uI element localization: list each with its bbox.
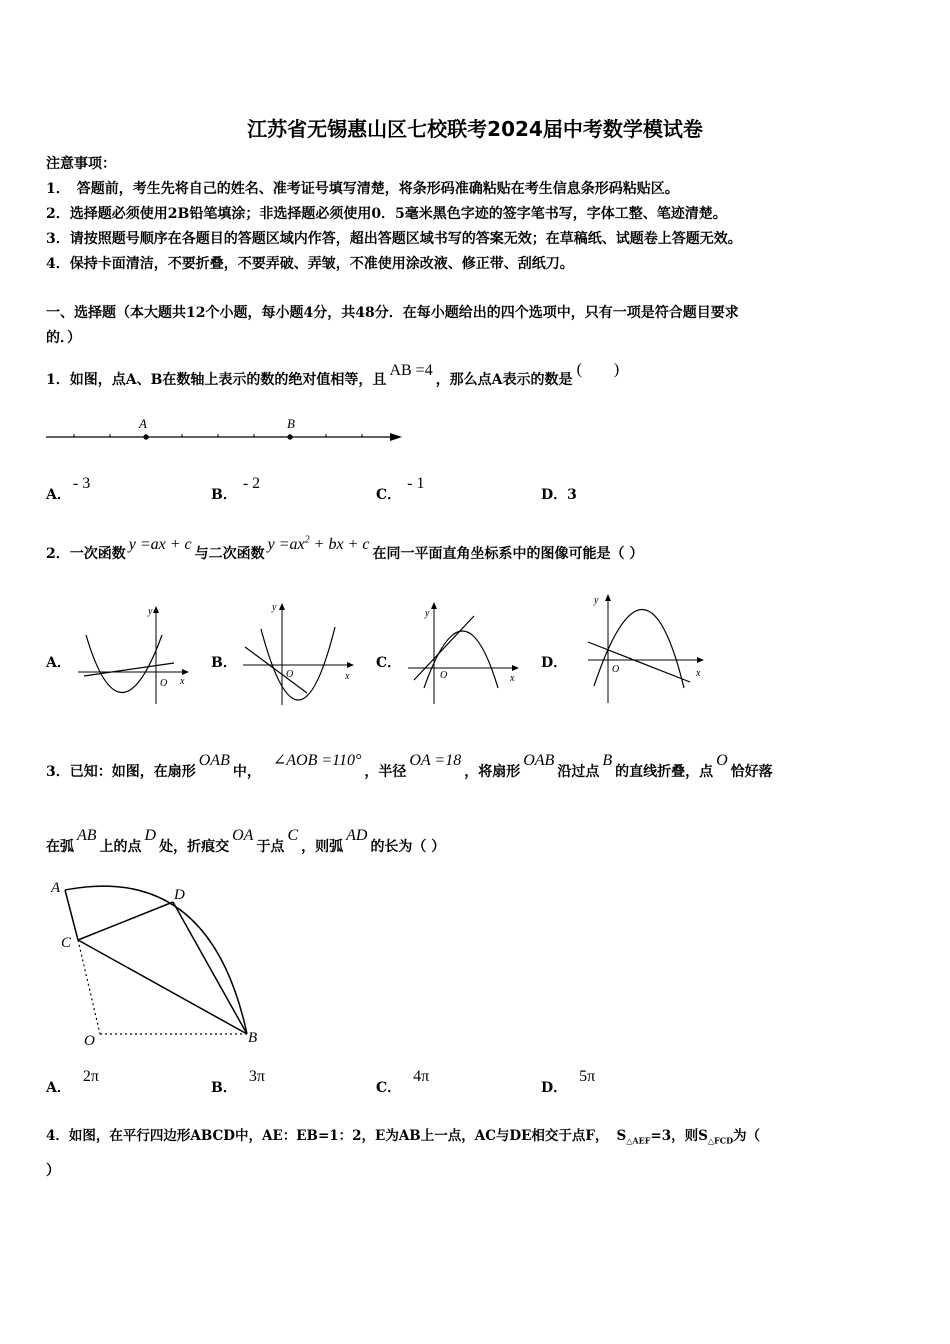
point-b xyxy=(287,434,292,439)
svg-text:O: O xyxy=(286,669,294,680)
q3-option-c: C．4π xyxy=(376,1068,430,1096)
parabola xyxy=(424,631,498,688)
segment-co xyxy=(78,940,100,1034)
svg-text:y: y xyxy=(272,602,277,613)
page-title: 江苏省无锡惠山区七校联考2024届中考数学模试卷 xyxy=(247,117,703,141)
q3-option-d: D．5π xyxy=(541,1068,596,1096)
q3-text-line1: 3．已知：如图，在扇形OAB中，∠AOB =110°，半径OA =18，将扇形OAB沿过点B的直线折叠，点O恰好落 xyxy=(46,752,773,780)
parabola xyxy=(86,635,162,693)
q2-graph-a xyxy=(70,600,195,710)
svg-text:O: O xyxy=(612,664,620,675)
q1-paren: ( ) xyxy=(576,361,620,378)
q3-sector-figure xyxy=(40,872,280,1057)
q1-number-line xyxy=(40,408,410,448)
svg-text:O: O xyxy=(160,678,168,689)
q2-graph-c xyxy=(400,598,525,708)
point-a xyxy=(143,434,148,439)
q3-text-line2: 在弧AB上的点D处，折痕交OA于点C，则弧AD的长为（ ） xyxy=(46,827,446,855)
q1-option-c: C．- 1 xyxy=(376,475,425,503)
q4-text-line2: ） xyxy=(46,1163,60,1179)
label-o: O xyxy=(84,1033,95,1049)
point-a-label: A xyxy=(139,416,147,431)
q2-option-b: B． xyxy=(211,655,237,671)
notice-item-1: 1． 答题前，考生先将自己的姓名、准考证号填写清楚，将条形码准确粘贴在考生信息条形码粘贴区。 xyxy=(46,181,679,197)
label-c: C xyxy=(61,935,72,951)
q1-option-b: B．- 2 xyxy=(211,475,261,503)
q3-option-a: A．2π xyxy=(46,1068,99,1096)
parabola xyxy=(261,627,335,700)
q1-pre: 1．如图，点A、B在数轴上表示的数的绝对值相等，且 xyxy=(46,372,387,388)
svg-text:x: x xyxy=(696,668,701,679)
q3-option-b: B．3π xyxy=(211,1068,265,1096)
point-b-label: B xyxy=(287,416,295,431)
number-line-arrow xyxy=(390,433,402,441)
q1-text xyxy=(46,361,620,389)
q2-graph-b xyxy=(235,597,360,712)
svg-text:x: x xyxy=(180,676,185,687)
q1-math: AB =4 xyxy=(389,362,433,379)
q1-option-d: D．3 xyxy=(541,487,577,503)
q1-post: ，那么点A表示的数是 xyxy=(435,372,573,388)
q2-linear-formula: y =ax + c xyxy=(128,536,192,553)
q2-graph-d xyxy=(580,588,710,708)
section-heading-line2: 的．） xyxy=(46,330,81,346)
label-b: B xyxy=(248,1030,258,1046)
notice-item-4: 4．保持卡面清洁，不要折叠，不要弄破、弄皱，不准使用涂改液、修正带、刮纸刀。 xyxy=(46,256,574,272)
q4-text: 4．如图，在平行四边形ABCD中，AE：EB=1：2，E为AB上一点，AC与DE相交于点F， $S_{\triangle AEF}=3$，则$S_{\triangle FCD}$为（ xyxy=(46,1128,761,1146)
q2-option-c: C． xyxy=(376,655,402,671)
label-a: A xyxy=(51,880,61,896)
segment-cb xyxy=(78,940,247,1034)
q2-option-a: A． xyxy=(46,655,71,671)
notice-item-3: 3．请按照题号顺序在各题目的答题区域内作答，超出答题区域书写的答案无效；在草稿纸、试题卷上答题无效。 xyxy=(46,231,742,247)
notice-heading: 注意事项： xyxy=(46,156,116,172)
svg-text:O: O xyxy=(440,670,448,681)
segment-cd xyxy=(78,902,173,940)
notice-item-2: 2．选择题必须使用2B铅笔填涂；非选择题必须使用0．5毫米黑色字迹的签字笔书写，字体工整、笔迹清楚。 xyxy=(46,206,727,222)
line xyxy=(84,663,174,676)
segment-ac xyxy=(65,890,78,940)
section-heading-line1: 一、选择题（本大题共12个小题，每小题4分，共48分．在每小题给出的四个选项中，只有一项是符合题目要求 xyxy=(46,305,739,321)
label-d: D xyxy=(174,887,185,903)
q1-option-a: A．- 3 xyxy=(46,475,91,503)
svg-text:x: x xyxy=(345,671,350,682)
svg-text:y: y xyxy=(594,595,599,606)
svg-text:y: y xyxy=(425,608,430,619)
q2-option-d: D． xyxy=(541,655,568,671)
svg-text:x: x xyxy=(510,673,515,684)
q2-text: 2．一次函数y =ax + c与二次函数$y =ax^2$ + bx + c在同一平面直角坐标系中的图像可能是（ ） xyxy=(46,534,644,562)
svg-text:y: y xyxy=(148,606,153,617)
q2-quadratic-formula: $y =ax^2$ + bx + c xyxy=(267,534,370,553)
line xyxy=(245,647,307,693)
